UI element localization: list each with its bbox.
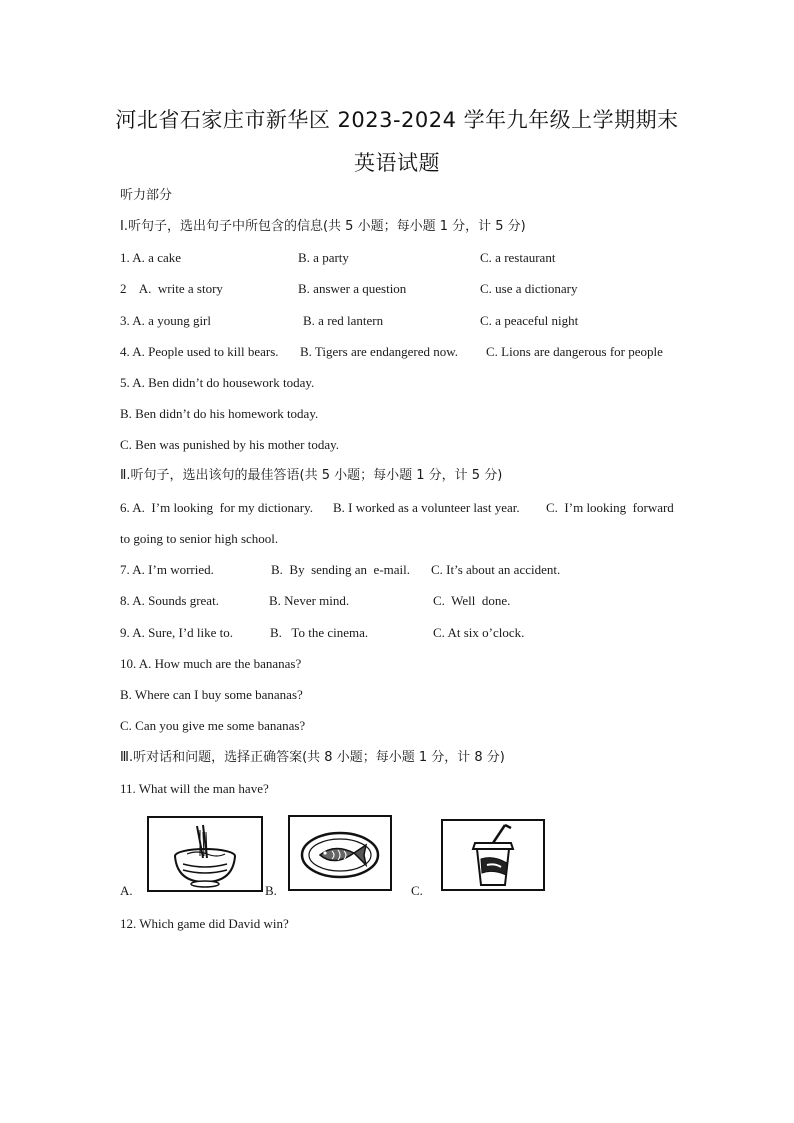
noodle-bowl-icon xyxy=(147,816,263,892)
q7-option-a: 7. A. I’m worried. xyxy=(120,562,214,577)
q11-option-c-label: C. xyxy=(411,883,423,898)
q11-option-b-label: B. xyxy=(265,883,277,898)
page-subtitle: 英语试题 xyxy=(354,151,440,175)
q7-option-c: C. It’s about an accident. xyxy=(431,562,561,577)
q5-option-c: C. Ben was punished by his mother today. xyxy=(120,437,340,452)
q9-option-b: B. To the cinema. xyxy=(270,625,369,640)
q5-option-b: B. Ben didn’t do his homework today. xyxy=(120,406,319,421)
q1-option-b: B. a party xyxy=(298,250,349,265)
q6-option-b: B. I worked as a volunteer last year. xyxy=(333,500,520,515)
q10-option-b: B. Where can I buy some bananas? xyxy=(120,687,303,702)
q8-option-c: C. Well done. xyxy=(433,593,511,608)
q4-option-b: B. Tigers are endangered now. xyxy=(300,344,459,359)
q8-option-a: 8. A. Sounds great. xyxy=(120,593,219,608)
q5-option-a: 5. A. Ben didn’t do housework today. xyxy=(120,375,315,390)
q9-option-a: 9. A. Sure, I’d like to. xyxy=(120,625,234,640)
q1-option-a: 1. A. a cake xyxy=(120,250,182,265)
q6-option-c-continued: to going to senior high school. xyxy=(120,531,279,546)
section-listening: 听力部分 xyxy=(120,188,173,203)
q10-option-c: C. Can you give me some bananas? xyxy=(120,718,306,733)
q9-option-c: C. At six o’clock. xyxy=(433,625,525,640)
q10-option-a: 10. A. How much are the bananas? xyxy=(120,656,302,671)
q2-option-b: B. answer a question xyxy=(298,281,407,296)
part1-heading: Ⅰ.听句子，选出句子中所包含的信息(共 5 小题；每小题 1 分，计 5 分) xyxy=(120,219,526,234)
q6-option-a: 6. A. I’m looking for my dictionary. xyxy=(120,500,314,515)
q6-option-c: C. I’m looking forward xyxy=(546,500,674,515)
q7-option-b: B. By sending an e-mail. xyxy=(271,562,411,577)
q11-picture-c xyxy=(441,819,545,896)
drink-cup-icon xyxy=(441,819,545,891)
q4-option-c: C. Lions are dangerous for people xyxy=(486,344,663,359)
q4-option-a: 4. A. People used to kill bears. xyxy=(120,344,279,359)
q2-option-a: 2 A. write a story xyxy=(120,281,223,296)
q11-picture-b xyxy=(288,815,392,896)
q11-option-a-label: A. xyxy=(120,883,133,898)
q3-option-b: B. a red lantern xyxy=(303,313,384,328)
q2-option-c: C. use a dictionary xyxy=(480,281,578,296)
page-title: 河北省石家庄市新华区 2023-2024 学年九年级上学期期末 xyxy=(115,108,679,132)
q8-option-b: B. Never mind. xyxy=(269,593,350,608)
q11-picture-a xyxy=(147,816,263,897)
part2-heading: Ⅱ.听句子，选出该句的最佳答语(共 5 小题；每小题 1 分，计 5 分) xyxy=(120,468,503,483)
part3-heading: Ⅲ.听对话和问题，选择正确答案(共 8 小题；每小题 1 分，计 8 分) xyxy=(120,750,505,765)
fish-plate-icon xyxy=(288,815,392,891)
q11-question: 11. What will the man have? xyxy=(120,781,269,796)
q1-option-c: C. a restaurant xyxy=(480,250,556,265)
q3-option-c: C. a peaceful night xyxy=(480,313,579,328)
q12-question: 12. Which game did David win? xyxy=(120,916,289,931)
q3-option-a: 3. A. a young girl xyxy=(120,313,211,328)
